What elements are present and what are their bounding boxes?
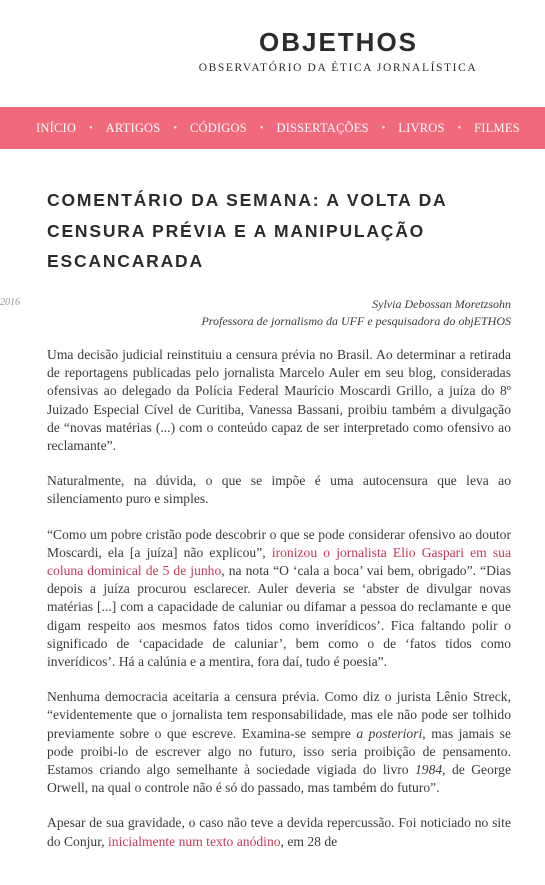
nav-separator: • [457,122,462,134]
site-header [0,0,545,107]
nav-separator: • [89,122,93,134]
author-byline [201,296,511,330]
nav-item-dissertacoes[interactable]: DISSERTAÇÕES [276,120,369,135]
paragraph-text: , na nota “O ‘cala a boca’ vai bem, obrigado”. “Dias depois a juíza procurou esclarecer. Auler deveria se ‘abster de divulgar novas matérias [...] com a capacidade de caluniar ou difamar a pessoa do reclamante e que digam respeito aos mesmos fatos tidos como inverídicos’. Fica faltando polir o significado de ‘capacidade de caluniar’, bem como o de ‘fatos tidos como inverídicos’. Há a calúnia e a mentira, fora daí, tudo é poesia”. [47,563,512,670]
conjur-link[interactable]: inicialmente num texto anódino [108,833,281,849]
paragraph [47,814,511,850]
paragraph-text: Apesar de sua gravidade, o caso não teve a devida repercussão. Foi noticiado no site do Conjur, [47,815,511,849]
gaspari-column-link[interactable]: ironizou o jornalista Elio Gaspari em sua coluna dominical de 5 de junho [47,544,511,579]
article-title: COMENTÁRIO DA SEMANA: A VOLTA DA CENSURA PRÉVIA E A MANIPULAÇÃO ESCANCARADA [47,190,447,271]
paragraph-text: , mas jamais se pode proibi-lo de escrever algo no futuro, isso seria proibição de pensamento. Estamos criando algo semelhante à sociedade vigiada do livro [47,725,511,778]
nav-separator: • [381,122,386,134]
site-tagline: OBSERVATÓRIO DA ÉTICA JORNALÍSTICA [198,62,478,74]
emphasis-text: a posteriori [356,725,423,741]
nav-item-filmes[interactable]: FILMES [474,120,520,135]
main-navigation [0,107,545,149]
author-name: Sylvia Debossan Moretzsohn [372,297,511,311]
paragraph: Naturalmente, na dúvida, o que se impõe é uma autocensura que leva ao silenciamento puro e simples. [47,473,511,507]
paragraph-text: Nenhuma democracia aceitaria a censura prévia. Como diz o jurista Lênio Streck, “evidentemente que o jornalista tem responsabilidade, mas ele não pode ser tolhido previamente sobre o que escreve. Examina-se sempre [47,689,511,741]
nav-separator: • [259,122,264,134]
post-date: 2016 [0,297,20,308]
paragraph: Uma decisão judicial reinstituiu a censura prévia no Brasil. Ao determinar a retirada de reportagens publicadas pelo jornalista Marcelo Auler em seu blog, consideradas ofensivas ao delegado da Polícia Federal Maurício Moscardi Grillo, a juíza do 8º Juizado Especial Cível de Curitiba, Vanessa Bassani, proibiu também a divulgação de “novas matérias (...) com o conteúdo capaz de ser interpretado como ofensivo ao reclamante”. [47,347,511,454]
paragraph-text: , de George Orwell, na qual o controle não é só do passado, mas também do futuro”. [47,762,511,796]
site-title[interactable]: OBJETHOS [258,27,419,57]
paragraph [47,688,511,797]
paragraph-text: , em 28 de [280,833,338,849]
author-role: Professora de jornalismo da UFF e pesquisadora do objETHOS [201,314,511,328]
nav-item-livros[interactable]: LIVROS [398,120,445,135]
article-body [47,346,511,868]
nav-item-inicio[interactable]: INÍCIO [36,120,77,135]
nav-separator: • [173,122,177,134]
nav-item-artigos[interactable]: ARTIGOS [105,120,161,135]
paragraph [47,526,511,672]
nav-list [36,107,520,149]
paragraph-text: “Como um pobre cristão pode descobrir o que se pode considerar ofensivo ao doutor Moscardi, ela [a juíza] não explicou”, [47,526,511,560]
nav-item-codigos[interactable]: CÓDIGOS [189,120,247,135]
emphasis-text: 1984 [414,762,443,778]
